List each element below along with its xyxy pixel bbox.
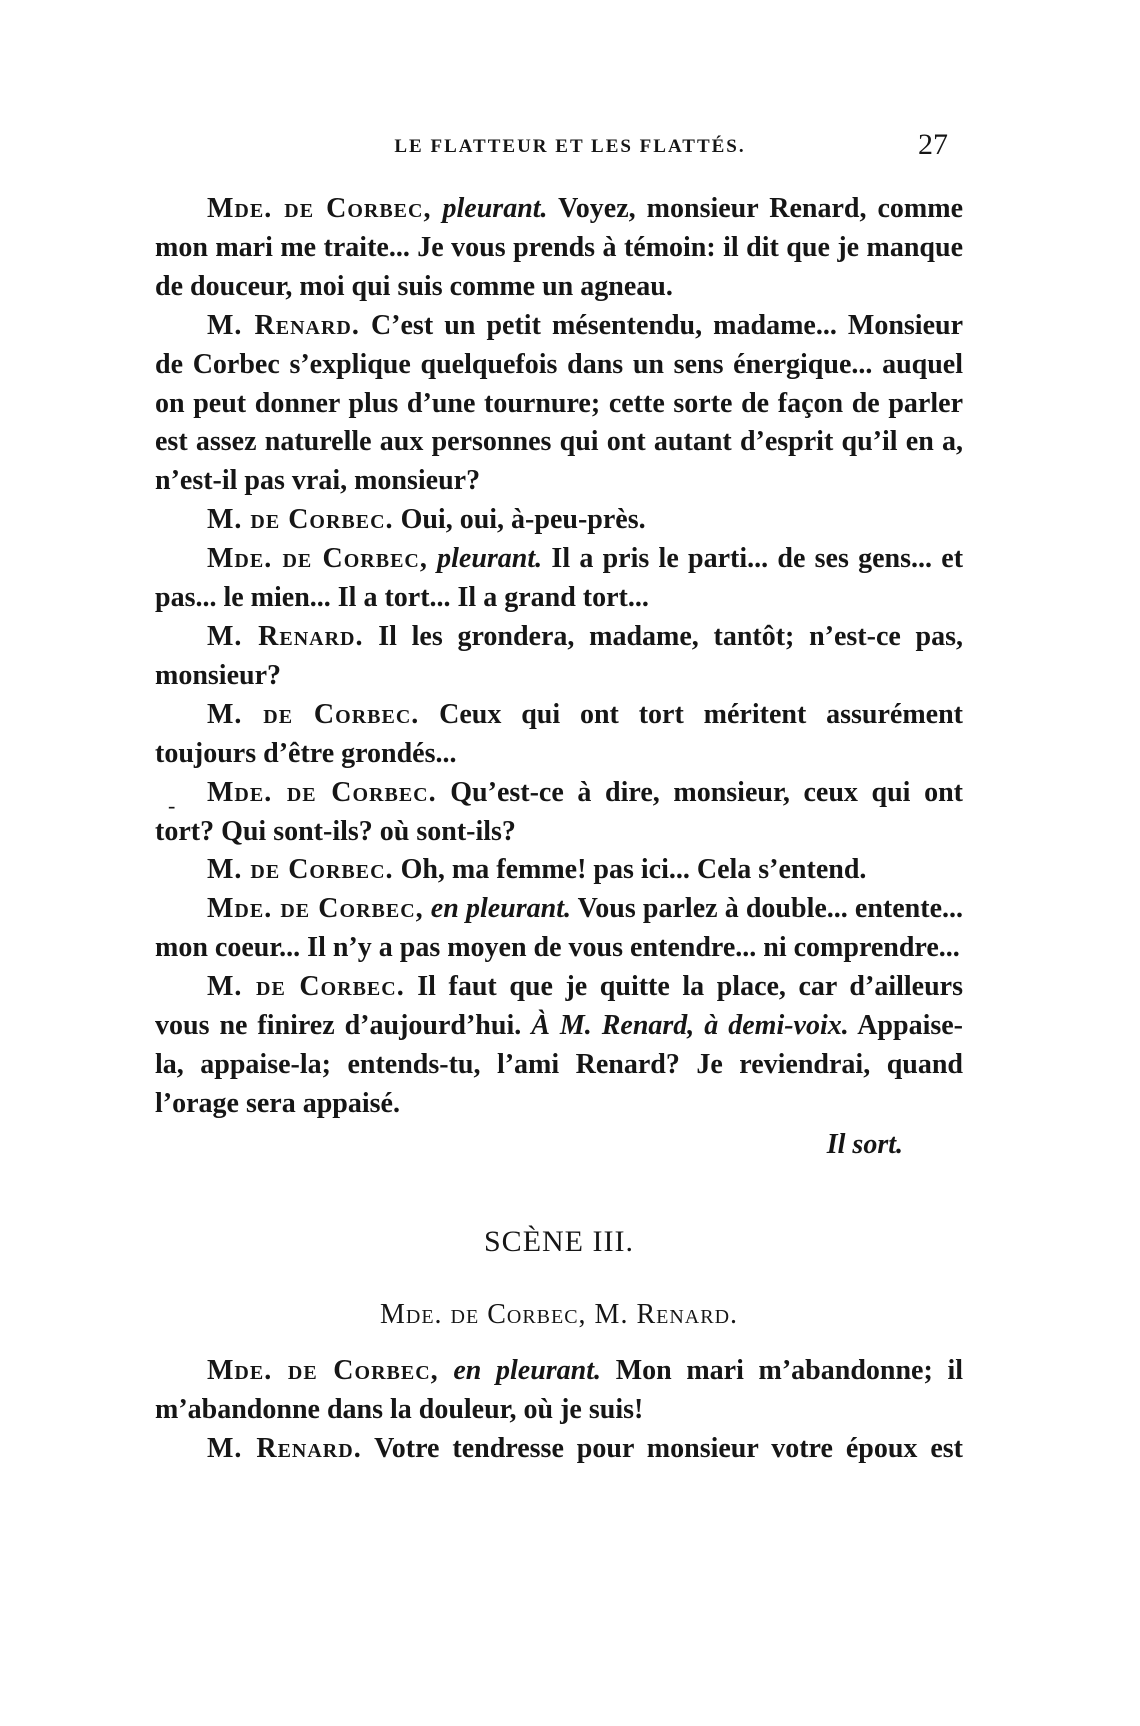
scene-title: SCÈNE III. xyxy=(484,1224,634,1258)
dialogue-paragraph xyxy=(155,1430,963,1469)
dialogue-paragraph xyxy=(155,307,963,502)
speech-text: Mon mari m’abandonne; il m’abandonne dans la douleur, où je suis! xyxy=(155,1355,964,1426)
aside-direction: À M. Renard, à demi-voix. xyxy=(531,1010,849,1042)
page-header xyxy=(0,128,1140,168)
margin-mark: - xyxy=(168,793,176,818)
dialogue-paragraph xyxy=(155,774,963,852)
dialogue-paragraph xyxy=(155,968,963,1124)
speech-text: Votre tendresse pour monsieur votre époux est xyxy=(374,1433,963,1465)
speech-text: Qu’est-ce à dire, monsieur, ceux qui ont tort? Qui sont-ils? où sont-ils? xyxy=(155,776,963,847)
speech-text: C’est un petit mésentendu, madame... Monsieur de Corbec s’explique quelquefois dans un sens énergique... auquel on peut donner plus d’une tournure; cette sorte de façon de parler est assez naturelle aux personnes qui ont autant d’esprit qu’il en a, n’est-il pas vrai, monsieur? xyxy=(155,309,964,497)
exit-direction: Il sort. xyxy=(826,1128,903,1160)
speaker-name: M. Renard. xyxy=(207,1433,362,1465)
dialogue-paragraph xyxy=(155,501,963,540)
speech-text: Oh, ma femme! pas ici... Cela s’entend. xyxy=(400,854,867,886)
page-number: 27 xyxy=(918,128,948,161)
speaker-name: Mde. de Corbec, xyxy=(207,193,432,224)
speaker-name: M. de Corbec. xyxy=(207,504,394,536)
running-title: LE FLATTEUR ET LES FLATTÉS. xyxy=(394,136,746,157)
speech-text: Ceux qui ont tort méritent assurément toujours d’être grondés... xyxy=(155,698,963,769)
dialogue-paragraph xyxy=(155,618,963,696)
dialogue-paragraph xyxy=(155,540,963,618)
speech-text: Vous parlez à double... entente... mon coeur... Il n’y a pas moyen de vous entendre... ni comprendre... xyxy=(155,893,963,964)
stage-direction: pleurant. xyxy=(437,543,543,575)
stage-direction: en pleurant. xyxy=(430,893,571,925)
speaker-name: M. de Corbec. xyxy=(207,971,405,1003)
speaker-name: Mde. de Corbec, xyxy=(207,543,428,575)
scene-cast: Mde. de Corbec, M. Renard. xyxy=(379,1298,739,1330)
stage-direction: en pleurant. xyxy=(453,1355,602,1387)
dialogue-paragraph xyxy=(155,190,963,307)
speaker-name: M. Renard. xyxy=(207,620,364,652)
dialogue-paragraph xyxy=(155,1352,963,1430)
speech-text: Il a pris le parti... de ses gens... et pas... le mien... Il a tort... Il a grand tort... xyxy=(155,543,964,614)
speech-text: Il les grondera, madame, tantôt; n’est-ce pas, monsieur? xyxy=(155,620,964,691)
speaker-name: Mde. de Corbec, xyxy=(207,893,424,925)
speech-text: Oui, oui, à-peu-près. xyxy=(400,504,646,536)
stage-direction: pleurant. xyxy=(442,193,548,224)
speaker-name: M. de Corbec. xyxy=(207,854,394,886)
dialogue-paragraph xyxy=(155,851,963,890)
dialogue-body xyxy=(155,190,963,1469)
speaker-name: M. Renard. xyxy=(207,309,360,341)
speaker-name: Mde. de Corbec. xyxy=(207,776,437,808)
speaker-name: M. de Corbec. xyxy=(207,698,420,730)
speech-text: Il faut que je quitte la place, car d’ailleurs vous ne finirez d’aujourd’hui. xyxy=(155,971,963,1042)
speech-text: Voyez, monsieur Renard, comme mon mari me traite... Je vous prends à témoin: il dit que je manque de douceur, moi qui suis comme un agneau. xyxy=(155,193,964,302)
dialogue-paragraph xyxy=(155,890,963,968)
dialogue-paragraph xyxy=(155,696,963,774)
speaker-name: Mde. de Corbec, xyxy=(207,1355,439,1387)
aside-text: Appaise-la, appaise-la; entends-tu, l’ami Renard? Je reviendrai, quand l’orage sera appaisé. xyxy=(155,1010,963,1119)
